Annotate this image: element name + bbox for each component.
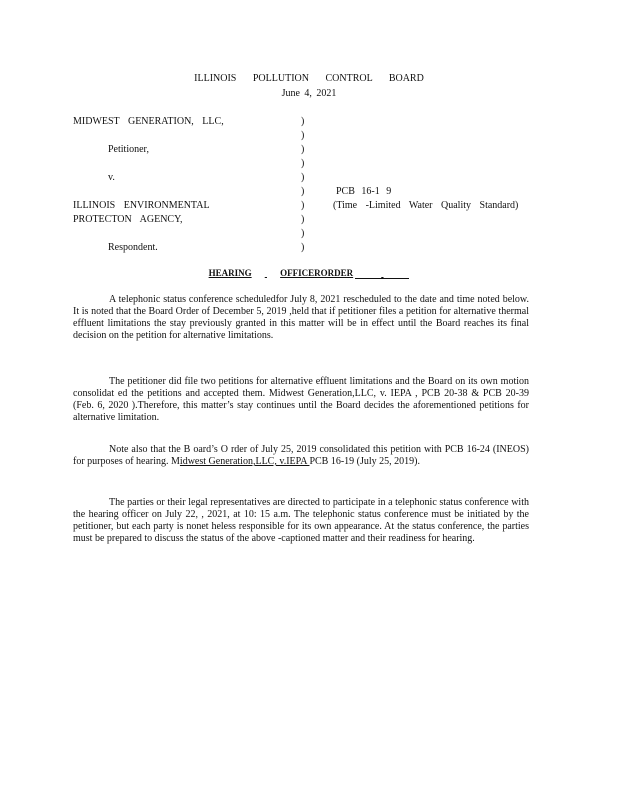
- respondent-label: Respondent.: [108, 242, 158, 253]
- respondent-name-line2: PROTECTON AGENCY,: [73, 214, 183, 225]
- petitioner-name: MIDWEST GENERATION, LLC,: [73, 116, 224, 127]
- paren: ): [301, 200, 305, 211]
- paren: ): [301, 158, 305, 169]
- order-date: June 4, 2021: [281, 88, 337, 99]
- respondent-name-line1: ILLINOIS ENVIRONMENTAL: [73, 200, 210, 211]
- paren: ): [301, 242, 305, 253]
- title-left: HEARING: [208, 268, 252, 278]
- document-title: [0, 268, 618, 279]
- petitioner-label: Petitioner,: [108, 144, 149, 155]
- paragraph-3: [73, 444, 529, 468]
- paren: ): [301, 116, 305, 127]
- paren: ): [301, 228, 305, 239]
- paragraph-2: The petitioner did file two petitions for alternative effluent limitations and the Board on its own motion consolidat ed the petitions and accepted them. Midwest Generation,LLC, v. IEPA , PCB 20-38 & PCB 20-39 (Feb. 6, 2020 ).Therefore, this matter’s stay continues until the Board decides the aforementioned petitions for alternative limitation.: [73, 376, 529, 423]
- paragraph-3-text: Note also that the B oard’s O rder of July 25, 2019 consolidated this petition with PCB 16-24 (INEOS) for purposes of hearing. M: [73, 444, 529, 467]
- case-number: PCB 16-1 9: [336, 186, 392, 197]
- paragraph-1: A telephonic status conference scheduledfor July 8, 2021 rescheduled to the date and time noted below. It is noted that the Board Order of December 5, 2019 ,held that if petitioner files a petition for alternative thermal effluent limitations the stay previously granted in this matter will be in effect until the Board reaches its final decision on the petition for alternative limitations.: [73, 294, 529, 341]
- title-right: OFFICERORDER: [280, 268, 354, 278]
- case-citation: idwest Generation,LLC, v.IEPA: [179, 456, 310, 467]
- paragraph-3-tail: PCB 16-19 (July 25, 2019).: [309, 456, 421, 467]
- agency-heading: ILLINOIS POLLUTION CONTROL BOARD: [194, 73, 424, 84]
- paren: ): [301, 144, 305, 155]
- paren: ): [301, 172, 305, 183]
- versus-label: v.: [108, 172, 115, 183]
- paren: ): [301, 130, 305, 141]
- paren: ): [301, 186, 305, 197]
- caption-parentheses: [301, 115, 304, 255]
- paren: ): [301, 214, 305, 225]
- paragraph-4: The parties or their legal representatives are directed to participate in a telephonic status conference with the hearing officer on July 22, , 2021, at 10: 15 a.m. The telephonic status conference must be initiated by the petitioner, but each party is nonet heless responsible for its own appearance. At the status conference, the parties must be prepared to discuss the status of the above -captioned matter and their readiness for hearing.: [73, 497, 529, 544]
- case-description: (Time -Limited Water Quality Standard): [333, 200, 519, 211]
